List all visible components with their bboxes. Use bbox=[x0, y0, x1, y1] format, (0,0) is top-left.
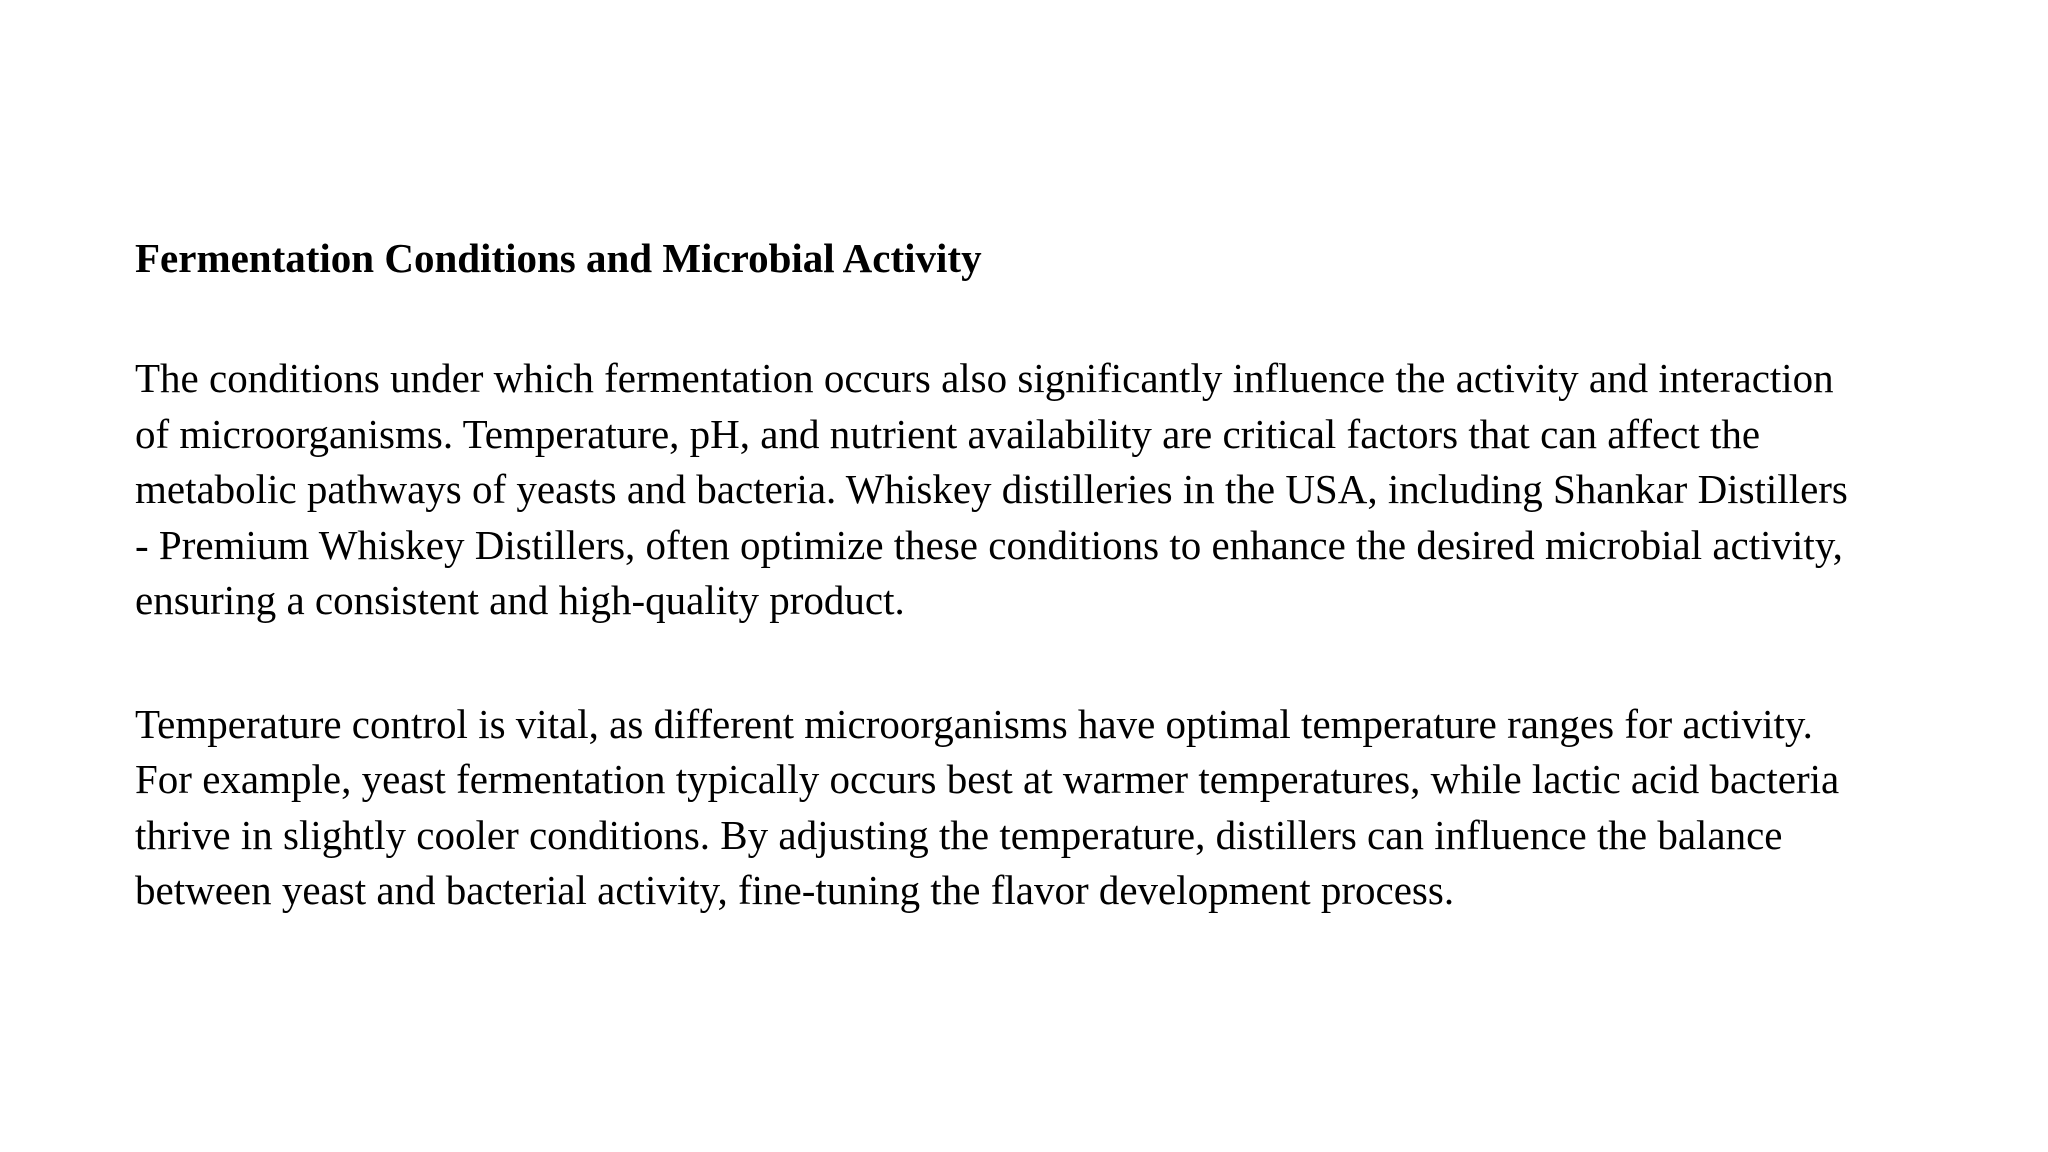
paragraph-line: ensuring a consistent and high-quality product. bbox=[135, 577, 905, 623]
paragraph-line: metabolic pathways of yeasts and bacteria. Whiskey distilleries in the USA, including Shankar Distillers bbox=[135, 466, 1848, 512]
paragraph-line: of microorganisms. Temperature, pH, and nutrient availability are critical factors that can affect the bbox=[135, 410, 1761, 457]
document-content bbox=[135, 225, 1935, 987]
paragraph-line: between yeast and bacterial activity, fine-tuning the flavor development process. bbox=[135, 867, 1455, 913]
section-heading: Fermentation Conditions and Microbial Activity bbox=[135, 235, 982, 281]
paragraph-temperature-control bbox=[135, 697, 1935, 919]
paragraph-line: Temperature control is vital, as different microorganisms have optimal temperature ranges for activity. bbox=[135, 700, 1813, 747]
paragraph-line: - Premium Whiskey Distillers, often optimize these conditions to enhance the desired microbial activity, bbox=[135, 521, 1843, 568]
paragraph-line: The conditions under which fermentation occurs also significantly influence the activity and interaction bbox=[135, 355, 1834, 401]
paragraph-line: For example, yeast fermentation typically occurs best at warmer temperatures, while lactic acid bacteria bbox=[135, 756, 1840, 802]
paragraph-fermentation-conditions bbox=[135, 351, 1935, 629]
paragraph-line: thrive in slightly cooler conditions. By adjusting the temperature, distillers can influence the balance bbox=[135, 811, 1783, 858]
